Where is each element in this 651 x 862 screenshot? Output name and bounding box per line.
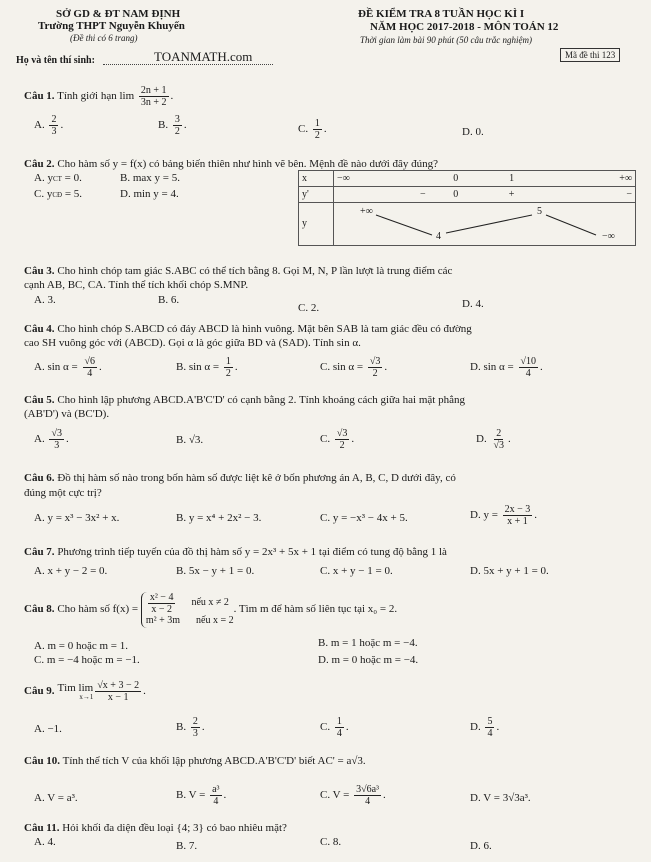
cell-yprime-zero: 0 <box>429 187 483 203</box>
header-dept: SỞ GD & ĐT NAM ĐỊNH <box>56 8 181 20</box>
q4-b-num: 1 <box>225 356 231 367</box>
q8-case2: m² + 3m <box>145 615 181 626</box>
q8-case1-den: x − 2 <box>151 604 172 615</box>
student-label: Họ và tên thí sinh: <box>16 55 95 66</box>
y-mid-right: 5 <box>537 206 542 217</box>
q6-option-d[interactable]: D. y = $\frac{2x - 3}{x + 1}$ . <box>470 504 538 527</box>
q9-option-a[interactable]: A. −1. <box>34 723 62 735</box>
q3-label: Câu 3. <box>24 265 55 277</box>
q5-d-den: √3 <box>493 440 504 451</box>
student-line <box>103 64 273 65</box>
q10-text: Tính thể tích V của khối lập phương ABCD.A'B'C'D' biết AC' = a√3. <box>62 755 366 767</box>
year-subject: NĂM HỌC 2017-2018 - MÔN TOÁN 12 <box>370 21 559 33</box>
q5-text2: (AB'D') và (BC'D). <box>24 408 110 420</box>
q8-option-a[interactable]: A. m = 0 hoặc m = 1. <box>34 640 128 652</box>
q1-option-c[interactable]: C. $\frac{1}{2}$ . <box>298 118 327 141</box>
q9-c-label: C. <box>320 721 331 734</box>
q1-option-b[interactable]: B. $\frac{3}{2}$ . <box>158 114 187 137</box>
q1-a-num: 2 <box>51 114 57 125</box>
q5-text: Cho hình lập phương ABCD.A'B'C'D' có cạnh bằng 2. Tính khoảng cách giữa hai mặt phẳng <box>57 394 465 406</box>
q11-text: Hỏi khối đa diện đều loại {4; 3} có bao nhiêu mặt? <box>62 822 287 834</box>
q5-stem <box>24 394 465 407</box>
q2-label: Câu 2. <box>24 158 55 170</box>
q5-d-num: 2 <box>496 428 502 439</box>
q3-text2: cạnh AB, BC, CA. Tính thể tích khối chóp S.MNP. <box>24 279 249 291</box>
y-bottom-right: −∞ <box>602 231 615 242</box>
q5-option-b[interactable]: B. √3. <box>176 434 204 446</box>
q9-text: Tìm lim <box>57 681 94 694</box>
q2-c-sub: CĐ <box>52 191 63 199</box>
q11-option-a[interactable]: A. 4. <box>34 836 56 848</box>
q5-d-label: D. <box>476 433 487 446</box>
q8-stem <box>24 592 397 628</box>
q9-d-den: 4 <box>487 728 493 739</box>
q1-c-den: 2 <box>314 130 320 141</box>
cell-x-label: x <box>299 171 334 187</box>
q5-a-num: √3 <box>51 428 62 439</box>
q10-label: Câu 10. <box>24 755 61 767</box>
q4-a-label: A. sin α = <box>34 361 78 374</box>
q4-c-den: 2 <box>372 368 378 379</box>
q2-option-c[interactable] <box>34 188 82 201</box>
q5-c-num: √3 <box>336 428 348 439</box>
q4-d-den: 4 <box>525 368 531 379</box>
arrow-down-2 <box>546 215 596 235</box>
exam-title: ĐỀ KIỂM TRA 8 TUẦN HỌC KÌ I <box>358 8 525 20</box>
q4-label: Câu 4. <box>24 323 55 335</box>
q9-b-num: 2 <box>192 716 198 727</box>
q4-option-c[interactable]: C. sin α = $\frac{√3}{2}$ . <box>320 356 388 379</box>
q10-b-den: 4 <box>213 796 219 807</box>
q9-label: Câu 9. <box>24 685 55 698</box>
q10-option-c[interactable]: C. V = $\frac{\text{3√6a³}}{4}$ . <box>320 784 386 807</box>
q6-label: Câu 6. <box>24 472 55 484</box>
q2-c-rest: = 5. <box>64 188 83 200</box>
q4-a-den: 4 <box>87 368 93 379</box>
q9-c-den: 4 <box>336 728 342 739</box>
q4-option-b[interactable]: B. sin α = $\frac{1}{2}$ . <box>176 356 238 379</box>
q7-option-c[interactable]: C. x + y − 1 = 0. <box>320 565 393 577</box>
q9-option-c[interactable]: C. $\frac{1}{4}$ . <box>320 716 349 739</box>
q1-stem: Câu 1. Tính giới hạn lim $\frac{2n + 1}{3n + 2}$ . <box>24 85 174 108</box>
q8-case1-num: x² − 4 <box>149 592 174 603</box>
time-note: Thời gian làm bài 90 phút (50 câu trắc nghiệm) <box>360 35 533 45</box>
q8-option-c[interactable]: C. m = −4 hoặc m = −1. <box>34 654 140 666</box>
table-row-yprime <box>299 187 636 203</box>
q9-expr <box>95 680 141 703</box>
q1-expr-den: 3n + 2 <box>140 97 167 108</box>
q3-option-b[interactable]: B. 6. <box>158 294 180 306</box>
q2-option-d[interactable]: D. min y = 4. <box>120 188 179 200</box>
y-bottom-mid: 4 <box>436 231 441 242</box>
q10-option-a[interactable]: A. V = a³. <box>34 792 78 804</box>
q2-option-b[interactable]: B. max y = 5. <box>120 172 180 184</box>
q8-case2-cond: nếu x = 2 <box>196 615 234 626</box>
q4-text2: cao SH vuông góc với (ABCD). Gọi α là góc giữa BD và (SAD). Tính sin α. <box>24 337 361 349</box>
q11-stem <box>24 822 287 835</box>
q7-option-d[interactable]: D. 5x + y + 1 = 0. <box>470 565 549 577</box>
q2-text: Cho hàm số y = f(x) có bảng biến thiên như hình vẽ bên. Mệnh đề nào dưới đây đúng? <box>57 158 439 170</box>
q9-c-num: 1 <box>336 716 342 727</box>
q6-option-c[interactable]: C. y = −x³ − 4x + 5. <box>320 512 408 524</box>
q11-option-b[interactable]: B. 7. <box>176 840 198 852</box>
cell-yprime-sign1: − <box>334 187 429 203</box>
q4-text: Cho hình chóp S.ABCD có đáy ABCD là hình vuông. Mặt bên SAB là tam giác đều có đường <box>57 323 472 335</box>
header-pages-note: (Đề thi có 6 trang) <box>70 33 138 43</box>
q6-stem <box>24 472 456 485</box>
q4-a-num: √6 <box>84 356 95 367</box>
cell-y-variation <box>334 203 636 246</box>
q5-label: Câu 5. <box>24 394 55 406</box>
q10-stem <box>24 755 366 768</box>
q6-text2: đúng một cực trị? <box>24 487 102 499</box>
q8-text: Cho hàm số f(x) = <box>57 603 139 616</box>
q8-case1-cond: nếu x ≠ 2 <box>191 597 229 609</box>
q9-option-d[interactable]: D. $\frac{5}{4}$ . <box>470 716 500 739</box>
variation-table <box>298 170 636 246</box>
q1-expr-num: 2n + 1 <box>140 85 167 96</box>
q1-c-num: 1 <box>314 118 320 129</box>
q9-b-den: 3 <box>192 728 198 739</box>
q1-b-label: B. <box>158 119 169 132</box>
q8-piecewise <box>141 592 234 628</box>
q9-option-b[interactable]: B. $\frac{2}{3}$ . <box>176 716 205 739</box>
q3-text: Cho hình chóp tam giác S.ABC có thể tích bằng 8. Gọi M, N, P lần lượt là trung điểm các <box>57 265 453 277</box>
q9-lim <box>57 683 93 701</box>
q2-option-a[interactable] <box>34 172 82 185</box>
q2-a-label: A. y <box>34 172 53 184</box>
q4-c-num: √3 <box>369 356 381 367</box>
cell-x-1: 1 <box>483 171 540 187</box>
q7-label: Câu 7. <box>24 546 55 558</box>
q7-option-a[interactable]: A. x + y − 2 = 0. <box>34 565 108 577</box>
q10-option-b[interactable]: B. V = $\frac{\text{a³}}{4}$ . <box>176 784 227 807</box>
variation-arrows <box>334 203 634 245</box>
q10-b-label: B. V = <box>176 789 206 802</box>
q7-stem <box>24 546 447 559</box>
q6-d-num: 2x − 3 <box>504 504 531 515</box>
q5-c-den: 2 <box>339 440 345 451</box>
table-row-x <box>299 171 636 187</box>
q3-stem <box>24 265 452 278</box>
q1-option-d[interactable]: D. 0. <box>462 126 484 138</box>
q9-num: √x + 3 − 2 <box>97 680 140 691</box>
q7-text: Phương trình tiếp tuyến của đồ thị hàm số y = 2x³ + 5x + 1 tại điểm có tung độ bằng 1 là <box>57 546 447 558</box>
q5-option-c[interactable]: C. $\frac{√3}{2}$ . <box>320 428 355 451</box>
q4-option-d[interactable]: D. sin α = $\frac{√10}{4}$ . <box>470 356 543 379</box>
exam-code: Mã đề thi 123 <box>560 48 620 62</box>
q1-b-num: 3 <box>174 114 180 125</box>
q9-lim-sub: x→1 <box>79 692 94 701</box>
q7-option-b[interactable]: B. 5x − y + 1 = 0. <box>176 565 255 577</box>
cell-x-0: 0 <box>429 171 483 187</box>
q11-option-c[interactable]: C. 8. <box>320 836 342 848</box>
q5-a-label: A. <box>34 433 45 446</box>
q5-c-label: C. <box>320 433 331 446</box>
q2-stem <box>24 158 438 171</box>
q9-den: x − 1 <box>107 692 129 703</box>
q3-option-d[interactable]: D. 4. <box>462 298 484 310</box>
cell-yprime-sign3: − <box>540 187 635 203</box>
q1-a-label: A. <box>34 119 45 132</box>
q4-b-label: B. sin α = <box>176 361 220 374</box>
cell-y-label: y <box>299 203 334 246</box>
q1-option-a[interactable]: A. $\frac{2}{3}$ . <box>34 114 64 137</box>
cell-x-pos-inf: +∞ <box>540 171 635 187</box>
q6-option-b[interactable]: B. y = x⁴ + 2x² − 3. <box>176 512 262 524</box>
student-value: TOANMATH.com <box>154 49 253 64</box>
cell-yprime-label: y' <box>299 187 334 203</box>
q10-c-num: 3√6a³ <box>356 784 380 795</box>
q8-option-b[interactable]: B. m = 1 hoặc m = −4. <box>318 637 418 649</box>
q6-text: Đồ thị hàm số nào trong bốn hàm số được liệt kê ở bốn phương án A, B, C, D dưới đây, có <box>57 472 456 484</box>
q6-d-label: D. y = <box>470 509 498 522</box>
q1-c-label: C. <box>298 123 309 136</box>
q9-stem: Câu 9. Tìm lim x→1 $\frac{√x + 3 - 2}{x - 1}$ . <box>24 680 146 703</box>
q11-option-d[interactable]: D. 6. <box>470 840 492 852</box>
q4-d-label: D. sin α = <box>470 361 514 374</box>
q11-label: Câu 11. <box>24 822 60 834</box>
q1-expr <box>139 85 169 108</box>
q10-b-num: a³ <box>212 784 220 795</box>
q10-c-den: 4 <box>365 796 371 807</box>
q6-option-a[interactable]: A. y = x³ − 3x² + x. <box>34 512 120 524</box>
cell-yprime-sign2: + <box>483 187 540 203</box>
y-top-left: +∞ <box>360 206 373 217</box>
q5-option-a[interactable]: A. $\frac{√3}{3}$ . <box>34 428 69 451</box>
q2-c-label: C. y <box>34 188 53 200</box>
q3-option-a[interactable]: A. 3. <box>34 294 56 306</box>
q8-tail: . Tìm m để hàm số liên tục tại x₀ = 2. <box>233 603 398 616</box>
q5-option-d[interactable]: D. $\frac{2}{√3}$ . <box>476 428 511 451</box>
arrow-down-1 <box>376 215 432 235</box>
q1-b-den: 2 <box>174 126 180 137</box>
q10-option-d[interactable]: D. V = 3√3a³. <box>470 792 531 804</box>
header-school: Trường THPT Nguyễn Khuyến <box>38 20 185 32</box>
q1-a-den: 3 <box>51 126 57 137</box>
q4-d-num: √10 <box>520 356 536 367</box>
q9-d-num: 5 <box>487 716 493 727</box>
q9-b-label: B. <box>176 721 187 734</box>
q4-c-label: C. sin α = <box>320 361 364 374</box>
q4-stem <box>24 323 472 336</box>
q4-b-den: 2 <box>225 368 231 379</box>
table-row-y <box>299 203 636 246</box>
arrow-up <box>446 215 532 233</box>
q10-c-label: C. V = <box>320 789 350 802</box>
q5-a-den: 3 <box>54 440 60 451</box>
q6-d-den: x + 1 <box>507 516 528 527</box>
q1-text: Tính giới hạn lim <box>57 90 135 103</box>
q2-a-sub: CT <box>52 175 62 183</box>
q8-option-d[interactable]: D. m = 0 hoặc m = −4. <box>318 654 419 666</box>
q1-label: Câu 1. <box>24 90 55 103</box>
q4-option-a[interactable]: A. sin α = $\frac{√6}{4}$ . <box>34 356 102 379</box>
q3-option-c[interactable]: C. 2. <box>298 302 320 314</box>
q8-label: Câu 8. <box>24 603 55 616</box>
q2-a-rest: = 0. <box>64 172 82 184</box>
q9-d-label: D. <box>470 721 481 734</box>
cell-x-neg-inf: −∞ <box>334 171 429 187</box>
